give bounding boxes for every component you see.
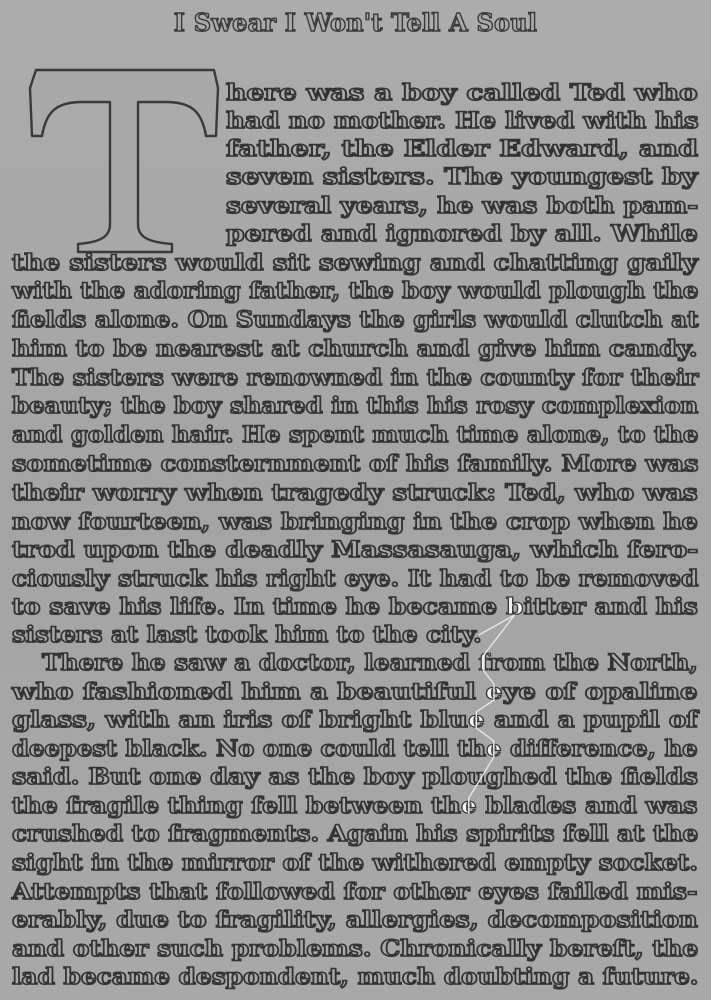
text-segment: said. But one day as the boy ploughed the fields (12, 764, 698, 790)
text-segment: deepest black. No one could tell th (12, 736, 487, 762)
text-segment: with the adoring father, the boy would plough the (12, 278, 699, 304)
text-segment: now fourteen, was bringing in the crop when he (12, 509, 698, 535)
text-line (12, 879, 697, 905)
text-line (42, 650, 698, 676)
text-segment: blades and was (476, 793, 698, 819)
text-line (12, 793, 697, 819)
text-line (226, 80, 698, 106)
text-line (12, 764, 698, 790)
text-line (12, 509, 698, 535)
highlighted-letter: b (505, 594, 524, 620)
drop-cap (26, 66, 222, 256)
text-segment: and golden hair. He spent much time alone, to the (12, 422, 699, 448)
text-segment: sisters at last took him to the city. (12, 622, 482, 648)
text-segment: father, the Elder Edward, and (226, 136, 699, 162)
text-segment: The sisters were renowned in the county for their (12, 365, 699, 391)
text-line (12, 566, 698, 592)
text-segment: ye of opaline (502, 679, 698, 705)
text-segment: and other such problems. Chronically bereft, the (12, 936, 699, 962)
text-line (12, 250, 698, 276)
highlighted-letter: e (486, 736, 502, 762)
text-line (12, 907, 698, 933)
text-segment: had no mother. He lived with his (226, 108, 699, 134)
text-line (12, 622, 482, 648)
text-line (12, 850, 698, 876)
text-line (12, 365, 698, 391)
text-line (226, 164, 698, 190)
text-segment: and a pupil of (484, 707, 698, 733)
text-line (12, 707, 698, 733)
text-segment: to save his life. In time he became (12, 594, 506, 620)
text-line (12, 964, 698, 990)
text-segment: him to be nearest at church and give him candy. (12, 336, 698, 362)
text-segment: who fashioned him a beautiful (12, 679, 486, 705)
text-line (12, 480, 698, 506)
text-line (12, 537, 698, 563)
highlighted-letter: e (460, 793, 477, 819)
text-segment: beauty; the boy shared in this his rosy complexion (12, 393, 699, 419)
text-segment: crushed to fragments. Again his spirits fell at the (12, 821, 699, 847)
text-segment: sometime consternment of his family. More was (12, 451, 699, 477)
text-segment: the sisters would sit sewing and chatting gaily (12, 250, 698, 276)
text-line (12, 278, 698, 304)
highlighted-letter: f (478, 650, 490, 676)
text-line (12, 307, 699, 333)
text-segment: their worry when tragedy struck: Ted, who was (12, 480, 698, 506)
text-line (12, 336, 698, 362)
text-line (226, 108, 699, 134)
text-segment: sight in the mirror of the withered empty socket. (12, 850, 698, 876)
text-segment: lad became despondent, much doubting a future. (12, 964, 699, 990)
text-segment: glass, with an iris of bright blu (12, 707, 468, 733)
text-line (12, 736, 698, 762)
text-line (12, 679, 697, 705)
highlighted-letter: e (485, 679, 503, 705)
text-segment: here was a boy called Ted who (226, 80, 698, 106)
text-segment: fields alone. On Sundays the girls would clutch at (12, 307, 699, 333)
text-segment: There he saw a doctor, learned (42, 650, 479, 676)
text-segment: the fragile thing fell between th (12, 793, 461, 819)
drop-cap-outline (30, 70, 218, 252)
highlighted-letter: e (467, 707, 485, 733)
text-line (226, 193, 698, 219)
text-line (12, 821, 698, 847)
text-line (12, 393, 698, 419)
text-segment: Attempts that followed for other eyes failed mis- (12, 879, 698, 905)
text-segment: difference, he (501, 736, 698, 762)
text-segment: ciously struck his right eye. It had to be removed (12, 566, 699, 592)
text-segment: trod upon the deadly Massasauga, which fero- (12, 537, 699, 563)
text-segment: pered and ignored by all. While (226, 221, 698, 247)
text-line (12, 936, 698, 962)
text-segment: rom the North, (489, 650, 698, 676)
text-segment: itter and his (523, 594, 698, 620)
text-segment: several years, he was both pam- (226, 193, 699, 219)
text-line (12, 422, 698, 448)
text-line (226, 221, 698, 247)
page-title: I Swear I Won't Tell A Soul (173, 8, 538, 37)
text-line (12, 451, 698, 477)
text-segment: erably, due to fragility, allergies, decomposition (12, 907, 698, 933)
text-line (226, 136, 698, 162)
text-line (12, 594, 698, 620)
text-segment: seven sisters. The youngest by (226, 164, 698, 190)
